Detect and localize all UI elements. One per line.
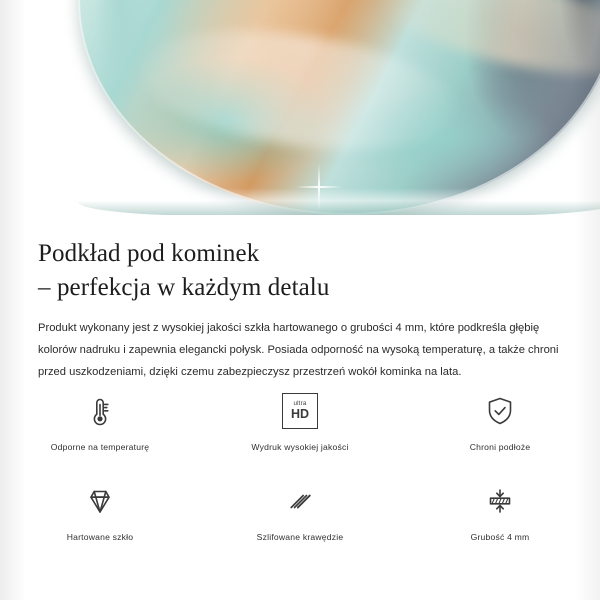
body-paragraph: Produkt wykonany jest z wysokiej jakości szkła hartowanego o grubości 4 mm, które podkreśla głębię kolorów nadruku i zapewnia elegancki połysk. Posiada odporność na wysoką temperaturę, a także chroni przed uszkodzeniami, dzięki czemu zabezpieczysz przestrzeń wokół kominka na lata. bbox=[38, 322, 559, 378]
thickness-arrows-icon bbox=[480, 478, 520, 524]
feature-label: Odporne na temperaturę bbox=[50, 442, 150, 452]
feature-label: Hartowane szkło bbox=[66, 532, 134, 542]
feature-item-temperature bbox=[0, 388, 200, 474]
feature-label: Chroni podłoże bbox=[469, 442, 531, 452]
shield-check-icon bbox=[480, 388, 520, 434]
hero-image bbox=[0, 0, 600, 215]
feature-item-polished-edges bbox=[200, 478, 400, 564]
feature-label: Szlifowane krawędzie bbox=[256, 532, 344, 542]
headline-line-2: – perfekcja w każdym detalu bbox=[38, 273, 330, 301]
thermometer-icon bbox=[80, 388, 120, 434]
diamond-icon bbox=[80, 478, 120, 524]
feature-item-thickness bbox=[400, 478, 600, 564]
feature-label: Grubość 4 mm bbox=[470, 532, 530, 542]
feature-label: Wydruk wysokiej jakości bbox=[251, 442, 349, 452]
feature-grid bbox=[0, 388, 600, 564]
ultra-hd-icon bbox=[282, 388, 318, 434]
marble-glass-panel bbox=[78, 0, 600, 215]
text-content bbox=[0, 215, 600, 384]
polished-edges-icon bbox=[280, 478, 320, 524]
marble-texture bbox=[78, 0, 600, 215]
headline-line-1: Podkład pod kominek bbox=[38, 240, 260, 267]
feature-item-tempered-glass bbox=[0, 478, 200, 564]
marble-vein bbox=[132, 13, 464, 166]
ultra-hd-top-label: ultra bbox=[293, 400, 307, 408]
feature-item-print-quality bbox=[200, 388, 400, 474]
feature-item-surface-protection bbox=[400, 388, 600, 474]
page-title bbox=[0, 215, 600, 304]
ultra-hd-bottom-label: HD bbox=[290, 407, 310, 422]
